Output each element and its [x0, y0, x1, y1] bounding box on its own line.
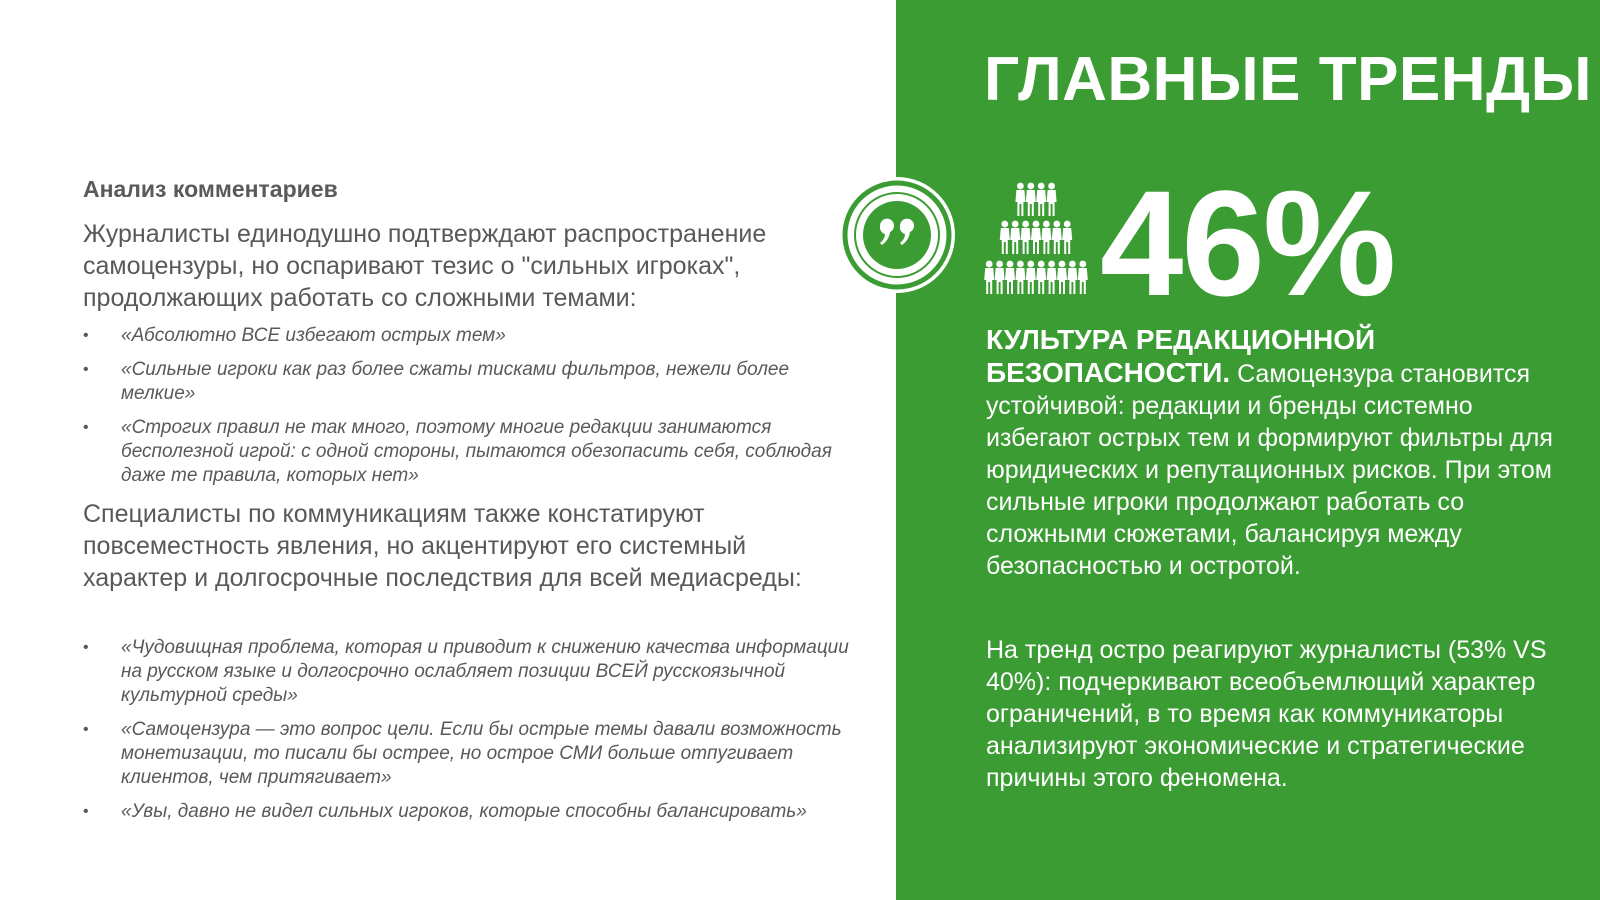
person-body	[1062, 228, 1072, 254]
person-head	[1017, 261, 1024, 268]
person-body	[1005, 268, 1015, 294]
person-head	[1027, 261, 1034, 268]
quote-item	[83, 324, 853, 348]
person-head	[1038, 183, 1045, 190]
headline: ГЛАВНЫЕ ТРЕНДЫ	[984, 45, 1592, 114]
person-head	[1027, 183, 1034, 190]
person-head	[996, 261, 1003, 268]
bullet: •	[83, 361, 89, 378]
quote-text: «Абсолютно ВСЕ избегают острых тем»	[121, 325, 506, 346]
bullet: •	[83, 803, 89, 820]
person-head	[1007, 261, 1014, 268]
person-body	[984, 268, 994, 294]
person-body	[1047, 190, 1057, 216]
person-body	[1078, 268, 1088, 294]
person-head	[1053, 221, 1060, 228]
person-head	[986, 261, 993, 268]
quote-item	[83, 636, 853, 708]
person-head	[1059, 261, 1066, 268]
person-head	[1043, 221, 1050, 228]
quote-text: «Строгих правил не так много, поэтому многие редакции занимаются бесполезной игрой: с одной стороны, пытаются обезопасить себя, соблюдая даже те правила, которых нет»	[121, 417, 832, 486]
person-head	[1001, 221, 1008, 228]
bullet: •	[83, 721, 89, 738]
journalists-quotes	[83, 324, 853, 498]
person-head	[1048, 261, 1055, 268]
bullet: •	[83, 327, 89, 344]
person-head	[1079, 261, 1086, 268]
person-head	[1038, 261, 1045, 268]
person-body	[995, 268, 1005, 294]
quote-text: «Увы, давно не видел сильных игроков, которые способны балансировать»	[121, 801, 807, 822]
person-body	[1010, 228, 1020, 254]
person-head	[1017, 183, 1024, 190]
quote-icon	[836, 174, 958, 296]
quote-text: «Самоцензура — это вопрос цели. Если бы острые темы давали возможность монетизации, то писали бы острее, но острое СМИ больше отпугивает клиентов, чем притягивает»	[121, 719, 842, 788]
quote-item	[83, 358, 853, 406]
bullet: •	[83, 639, 89, 656]
quote-text: «Сильные игроки как раз более сжаты тисками фильтров, нежели более мелкие»	[121, 359, 790, 404]
person-body	[1026, 190, 1036, 216]
person-body	[1036, 190, 1046, 216]
person-body	[1031, 228, 1041, 254]
person-body	[1026, 268, 1036, 294]
person-body	[1015, 268, 1025, 294]
communicators-quotes	[83, 636, 853, 834]
journalists-paragraph: Журналисты единодушно подтверждают распространение самоцензуры, но оспаривают тезис о "сильных игроках", продолжающих работать со сложными темами:	[83, 220, 767, 312]
percent-value: 46%	[1100, 159, 1395, 327]
person-body	[1021, 228, 1031, 254]
people-pyramid-icon	[984, 180, 1088, 300]
quote-item	[83, 416, 853, 488]
person-body	[1000, 228, 1010, 254]
person-body	[1015, 190, 1025, 216]
section-title: Анализ комментариев	[83, 176, 338, 202]
person-head	[1069, 261, 1076, 268]
person-head	[1022, 221, 1029, 228]
person-body	[1036, 268, 1046, 294]
quote-text: «Чудовищная проблема, которая и приводит к снижению качества информации на русском языке и долгосрочно ослабляет позиции ВСЕЙ русскоязычной культурной среды»	[121, 637, 849, 706]
person-head	[1012, 221, 1019, 228]
person-body	[1057, 268, 1067, 294]
quote-item	[83, 718, 853, 790]
person-body	[1041, 228, 1051, 254]
communicators-paragraph: Специалисты по коммуникациям также констатируют повсеместность явления, но акцентируют его системный характер и долгосрочные последствия для всей медиасреды:	[83, 500, 802, 592]
trend-description	[986, 324, 1556, 582]
person-body	[1067, 268, 1077, 294]
trend-body: Самоцензура становится устойчивой: редакции и бренды системно избегают острых тем и формируют фильтры для юридических и репутационных рисков. При этом сильные игроки продолжают работать со сложными сюжетами, балансируя между безопасностью и остротой.	[986, 360, 1553, 580]
person-head	[1064, 221, 1071, 228]
person-head	[1048, 183, 1055, 190]
person-head	[1033, 221, 1040, 228]
quote-item	[83, 800, 853, 824]
person-body	[1047, 268, 1057, 294]
trend-lead: КУЛЬТУРА РЕДАКЦИОННОЙ БЕЗОПАСНОСТИ.	[986, 324, 1376, 388]
trend-description-2: На тренд остро реагируют журналисты (53% VS 40%): подчеркивают всеобъемлющий характер ограничений, в то время как коммуникаторы анализируют экономические и стратегические причины этого феномена.	[986, 636, 1547, 792]
person-body	[1052, 228, 1062, 254]
bullet: •	[83, 419, 89, 436]
